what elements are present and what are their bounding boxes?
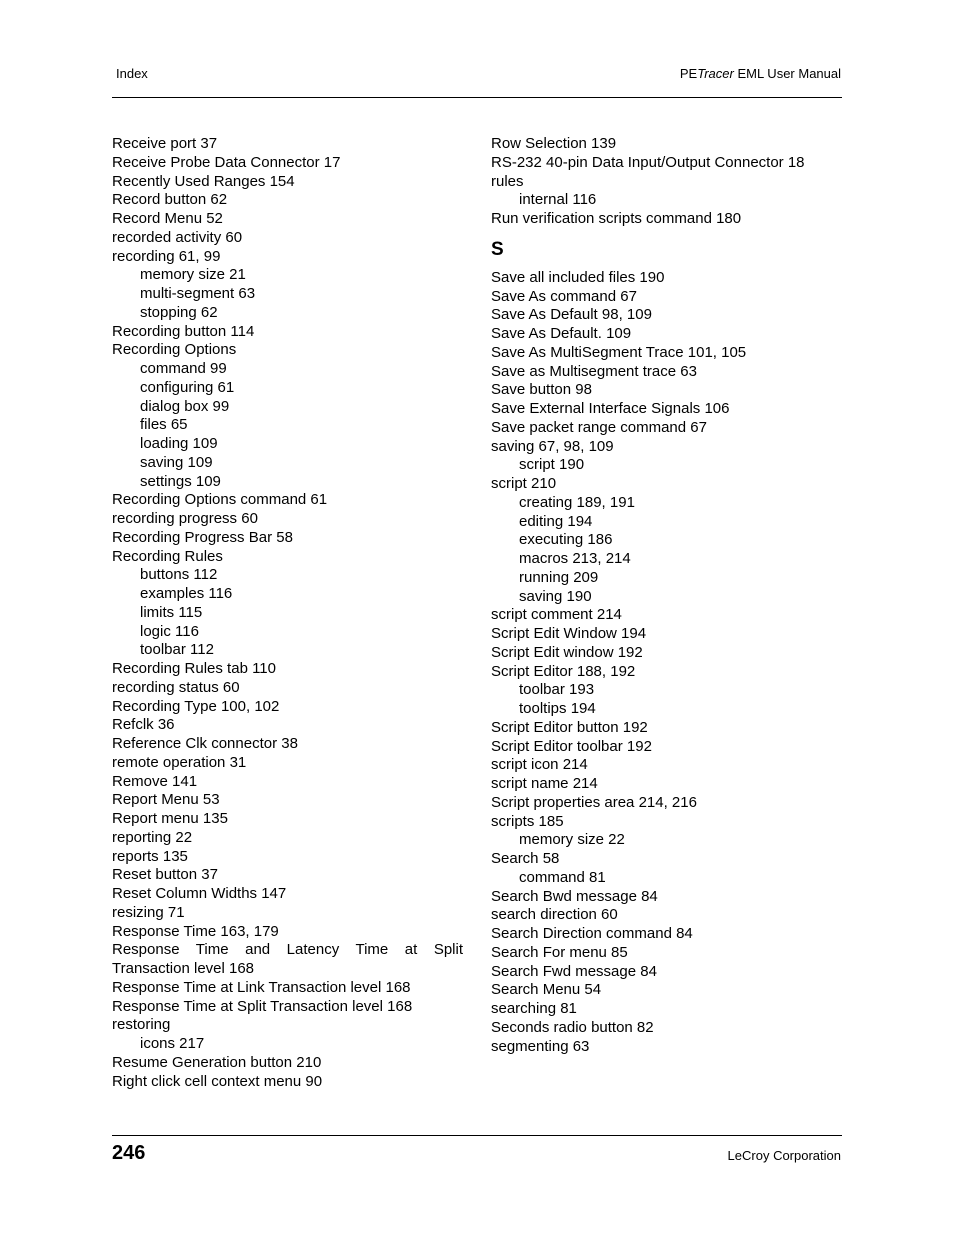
index-entry: Refclk 36: [112, 716, 175, 734]
index-entry: Reference Clk connector 38: [112, 735, 298, 752]
index-entry: saving 67, 98, 109: [491, 437, 614, 455]
index-entry: Recording Options command 61: [112, 491, 328, 509]
index-subentry: configuring 61: [140, 378, 235, 396]
index-entry: Save packet range command 67: [491, 418, 707, 436]
index-entry: Search 58: [491, 850, 560, 867]
index-entry: Save as Multisegment trace 63: [491, 362, 697, 380]
index-entry: Save External Interface Signals 106: [491, 400, 730, 417]
footer-company: LeCroy Corporation: [727, 1148, 841, 1163]
index-entry: Save all included files 190: [491, 268, 665, 286]
index-entry: Save As Default. 109: [491, 325, 632, 342]
manual-title-italic: Tracer: [697, 66, 734, 81]
index-entry: Search Fwd message 84: [491, 962, 657, 980]
index-subentry: settings 109: [140, 472, 221, 490]
index-entry: Resume Generation button 210: [112, 1053, 322, 1071]
index-entry: restoring: [112, 1016, 171, 1034]
index-entry: Response Time and Latency Time at Split: [112, 941, 463, 959]
index-entry: Remove 141: [112, 772, 198, 790]
index-entry: segmenting 63: [491, 1037, 590, 1055]
page-number: 246: [112, 1142, 146, 1164]
index-entry: script 210: [491, 475, 557, 492]
index-subentry: files 65: [140, 416, 188, 434]
index-entry: Recording Progress Bar 58: [112, 528, 293, 546]
index-entry: Receive port 37: [112, 135, 218, 152]
index-entry: Search Direction command 84: [491, 925, 693, 942]
index-subentry: running 209: [519, 568, 599, 586]
index-entry: Recording Rules: [112, 547, 223, 565]
index-entry: rules: [491, 172, 524, 190]
index-entry: Script Edit window 192: [491, 643, 643, 661]
index-entry: Record Menu 52: [112, 210, 223, 227]
index-subentry: toolbar 112: [140, 641, 214, 659]
index-entry: Right click cell context menu 90: [112, 1072, 323, 1090]
index-entry: recorded activity 60: [112, 228, 243, 246]
manual-title-prefix: PE: [679, 66, 698, 81]
index-subentry: limits 115: [140, 603, 203, 621]
index-subentry: logic 116: [140, 622, 199, 640]
index-entry: Save As Default 98, 109: [491, 306, 652, 324]
index-subentry: editing 194: [519, 512, 593, 530]
index-entry: recording 61, 99: [112, 247, 221, 265]
index-subentry: saving 190: [519, 587, 592, 605]
index-entry: Recording Rules tab 110: [112, 660, 276, 677]
index-subentry: executing 186: [519, 531, 613, 549]
index-subentry: command 99: [140, 360, 227, 377]
index-entry: Reset button 37: [112, 866, 218, 884]
index-entry-continuation: Transaction level 168: [112, 960, 255, 977]
index-subentry: command 81: [519, 868, 606, 886]
index-entry: Report Menu 53: [112, 791, 220, 809]
index-entry: Save As command 67: [491, 287, 637, 305]
index-entry: Response Time at Split Transaction level 168: [112, 997, 413, 1015]
index-entry: Save button 98: [491, 381, 592, 399]
running-header-title: [680, 66, 841, 81]
index-subentry: buttons 112: [140, 566, 218, 584]
index-subentry: creating 189, 191: [519, 493, 635, 511]
index-entry: Record button 62: [112, 191, 228, 209]
index-entry: Report menu 135: [112, 810, 228, 827]
index-entry: Save As MultiSegment Trace 101, 105: [491, 343, 747, 361]
index-entry: remote operation 31: [112, 753, 247, 771]
index-entry: Search Menu 54: [491, 981, 602, 999]
index-subentry: examples 116: [140, 585, 233, 602]
index-entry: Receive Probe Data Connector 17: [112, 153, 341, 171]
index-entry: searching 81: [491, 1000, 577, 1017]
index-entry: recording progress 60: [112, 510, 258, 527]
index-entry: Script Editor toolbar 192: [491, 737, 652, 755]
index-column-left: [112, 135, 463, 1091]
index-subentry: tooltips 194: [519, 700, 596, 717]
index-entry: Script properties area 214, 216: [491, 793, 697, 811]
index-subentry: macros 213, 214: [519, 550, 631, 567]
index-entry: Script Editor 188, 192: [491, 662, 636, 680]
index-entry: Recording Options: [112, 341, 237, 359]
index-entry: resizing 71: [112, 903, 185, 921]
index-entry: Run verification scripts command 180: [491, 210, 742, 227]
index-entry: Response Time 163, 179: [112, 922, 279, 940]
index-subentry: stopping 62: [140, 303, 218, 321]
index-entry: Reset Column Widths 147: [112, 885, 287, 902]
index-entry: scripts 185: [491, 812, 564, 830]
index-entry: Seconds radio button 82: [491, 1018, 654, 1036]
index-entry: Script Editor button 192: [491, 718, 648, 736]
index-entry: Search For menu 85: [491, 943, 628, 961]
index-entry: Response Time at Link Transaction level 168: [112, 978, 411, 996]
index-entry: Recording Type 100, 102: [112, 697, 280, 715]
index-entry: Recording button 114: [112, 322, 255, 340]
section-letter-heading: S: [491, 238, 504, 260]
index-entry: script name 214: [491, 775, 598, 792]
index-column-right: [491, 135, 842, 1056]
index-entry: script icon 214: [491, 756, 588, 774]
index-subentry: memory size 21: [140, 266, 246, 284]
index-subentry: loading 109: [140, 435, 218, 452]
index-entry: Recently Used Ranges 154: [112, 172, 295, 190]
index-entry: Search Bwd message 84: [491, 887, 658, 905]
index-subentry: multi-segment 63: [140, 285, 256, 302]
index-entry: Script Edit Window 194: [491, 625, 647, 642]
index-entry: RS-232 40-pin Data Input/Output Connector 18: [491, 153, 805, 171]
running-header-section: Index: [116, 66, 148, 81]
index-subentry: icons 217: [140, 1035, 205, 1052]
index-entry: reports 135: [112, 847, 188, 865]
index-entry: Row Selection 139: [491, 135, 617, 152]
index-entry: script comment 214: [491, 606, 622, 624]
index-entry: search direction 60: [491, 906, 618, 924]
index-entry: recording status 60: [112, 678, 240, 696]
footer-divider: [112, 1135, 842, 1136]
index-subentry: internal 116: [519, 191, 597, 209]
index-subentry: toolbar 193: [519, 681, 595, 699]
index-subentry: memory size 22: [519, 831, 625, 849]
manual-title-suffix: EML User Manual: [733, 66, 841, 81]
header-divider: [112, 97, 842, 98]
index-subentry: dialog box 99: [140, 397, 230, 415]
index-subentry: script 190: [519, 456, 585, 474]
index-subentry: saving 109: [140, 453, 213, 471]
index-entry: reporting 22: [112, 828, 193, 846]
